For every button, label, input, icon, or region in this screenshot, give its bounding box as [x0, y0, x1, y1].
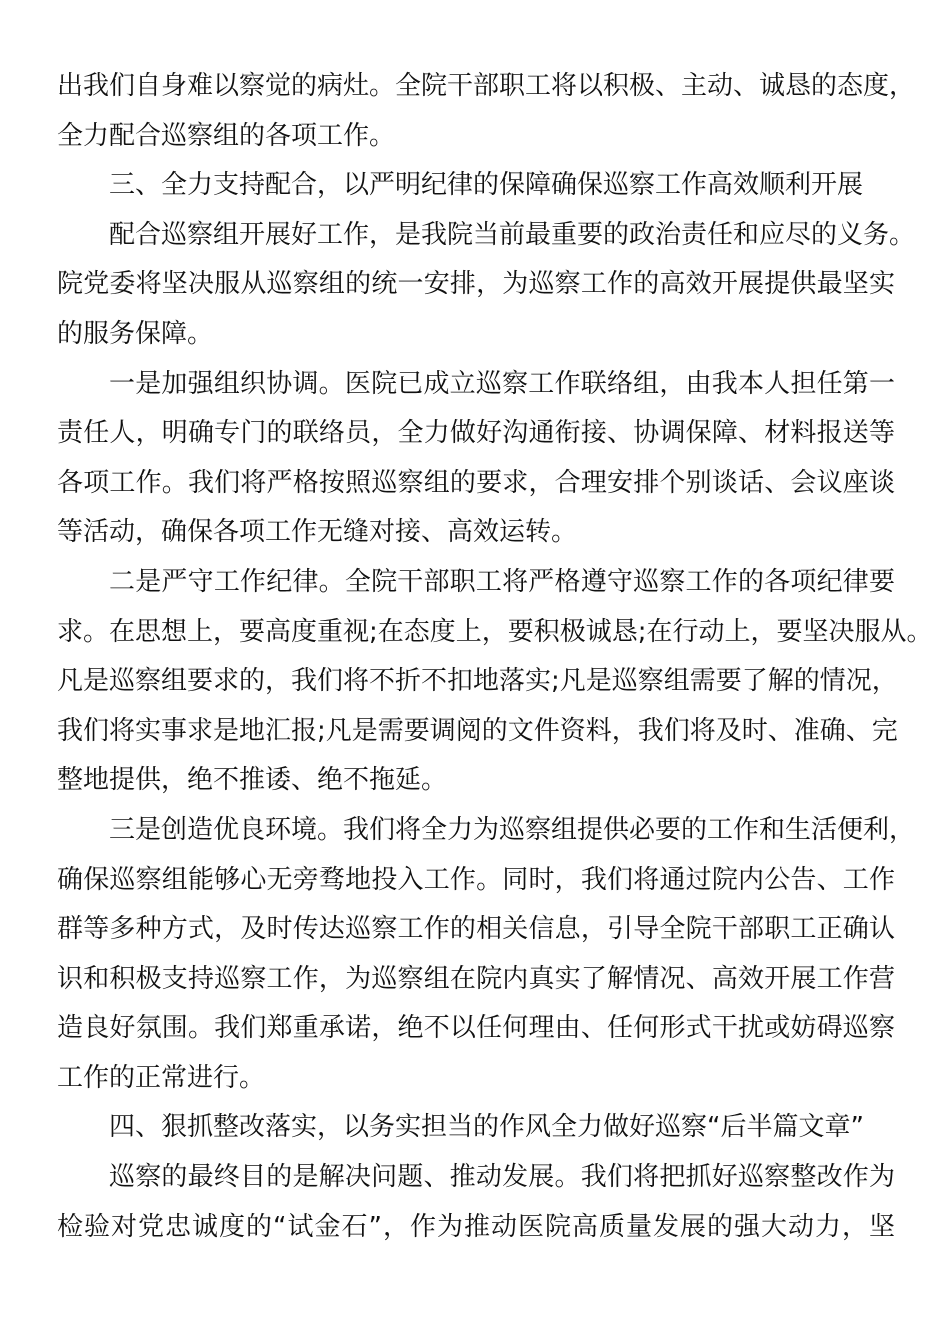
paragraph-line: 确保巡察组能够心无旁骛地投入工作。同时，我们将通过院内公告、工作 — [57, 864, 895, 895]
paragraph-line: 求。在思想上，要高度重视;在态度上，要积极诚恳;在行动上，要坚决服从。 — [57, 616, 933, 647]
paragraph-first-line: 三是创造优良环境。我们将全力为巡察组提供必要的工作和生活便利， — [109, 814, 916, 845]
paragraph-line: 我们将实事求是地汇报;凡是需要调阅的文件资料，我们将及时、准确、完 — [57, 715, 898, 746]
document-body — [57, 62, 933, 1252]
paragraph-line: 全力配合巡察组的各项工作。 — [57, 120, 396, 151]
paragraph-first-line: 三、全力支持配合，以严明纪律的保障确保巡察工作高效顺利开展 — [109, 170, 864, 201]
paragraph-first-line: 巡察的最终目的是解决问题、推动发展。我们将把抓好巡察整改作为 — [109, 1162, 895, 1193]
paragraph-line: 院党委将坚决服从巡察组的统一安排，为巡察工作的高效开展提供最坚实 — [57, 269, 895, 300]
paragraph-line: 整地提供，绝不推诿、绝不拖延。 — [57, 765, 448, 796]
paragraph-line: 检验对党忠诚度的“试金石”，作为推动医院高质量发展的强大动力，坚 — [57, 1211, 895, 1242]
paragraph-first-line: 二是严守工作纪律。全院干部职工将严格遵守巡察工作的各项纪律要 — [109, 566, 895, 597]
paragraph-line: 责任人，明确专门的联络员，全力做好沟通衔接、协调保障、材料报送等 — [57, 418, 895, 449]
paragraph-line: 工作的正常进行。 — [57, 1062, 266, 1093]
paragraph-line: 造良好氛围。我们郑重承诺，绝不以任何理由、任何形式干扰或妨碍巡察 — [57, 1013, 895, 1044]
paragraph-first-line: 配合巡察组开展好工作，是我院当前最重要的政治责任和应尽的义务。 — [109, 219, 916, 250]
paragraph-line: 等活动，确保各项工作无缝对接、高效运转。 — [57, 517, 578, 548]
paragraph-line: 各项工作。我们将严格按照巡察组的要求，合理安排个别谈话、会议座谈 — [57, 467, 895, 498]
paragraph-line: 群等多种方式，及时传达巡察工作的相关信息，引导全院干部职工正确认 — [57, 914, 895, 945]
paragraph-line: 识和积极支持巡察工作，为巡察组在院内真实了解情况、高效开展工作营 — [57, 963, 895, 994]
document-lines — [57, 62, 933, 1252]
paragraph-first-line: 四、狠抓整改落实，以务实担当的作风全力做好巡察“后半篇文章” — [109, 1112, 864, 1143]
paragraph-line: 凡是巡察组要求的，我们将不折不扣地落实;凡是巡察组需要了解的情况， — [57, 666, 898, 697]
paragraph-line: 的服务保障。 — [57, 318, 214, 349]
paragraph-first-line: 一是加强组织协调。医院已成立巡察工作联络组，由我本人担任第一 — [109, 368, 895, 399]
paragraph-line: 出我们自身难以察觉的病灶。全院干部职工将以积极、主动、诚恳的态度， — [57, 71, 916, 101]
